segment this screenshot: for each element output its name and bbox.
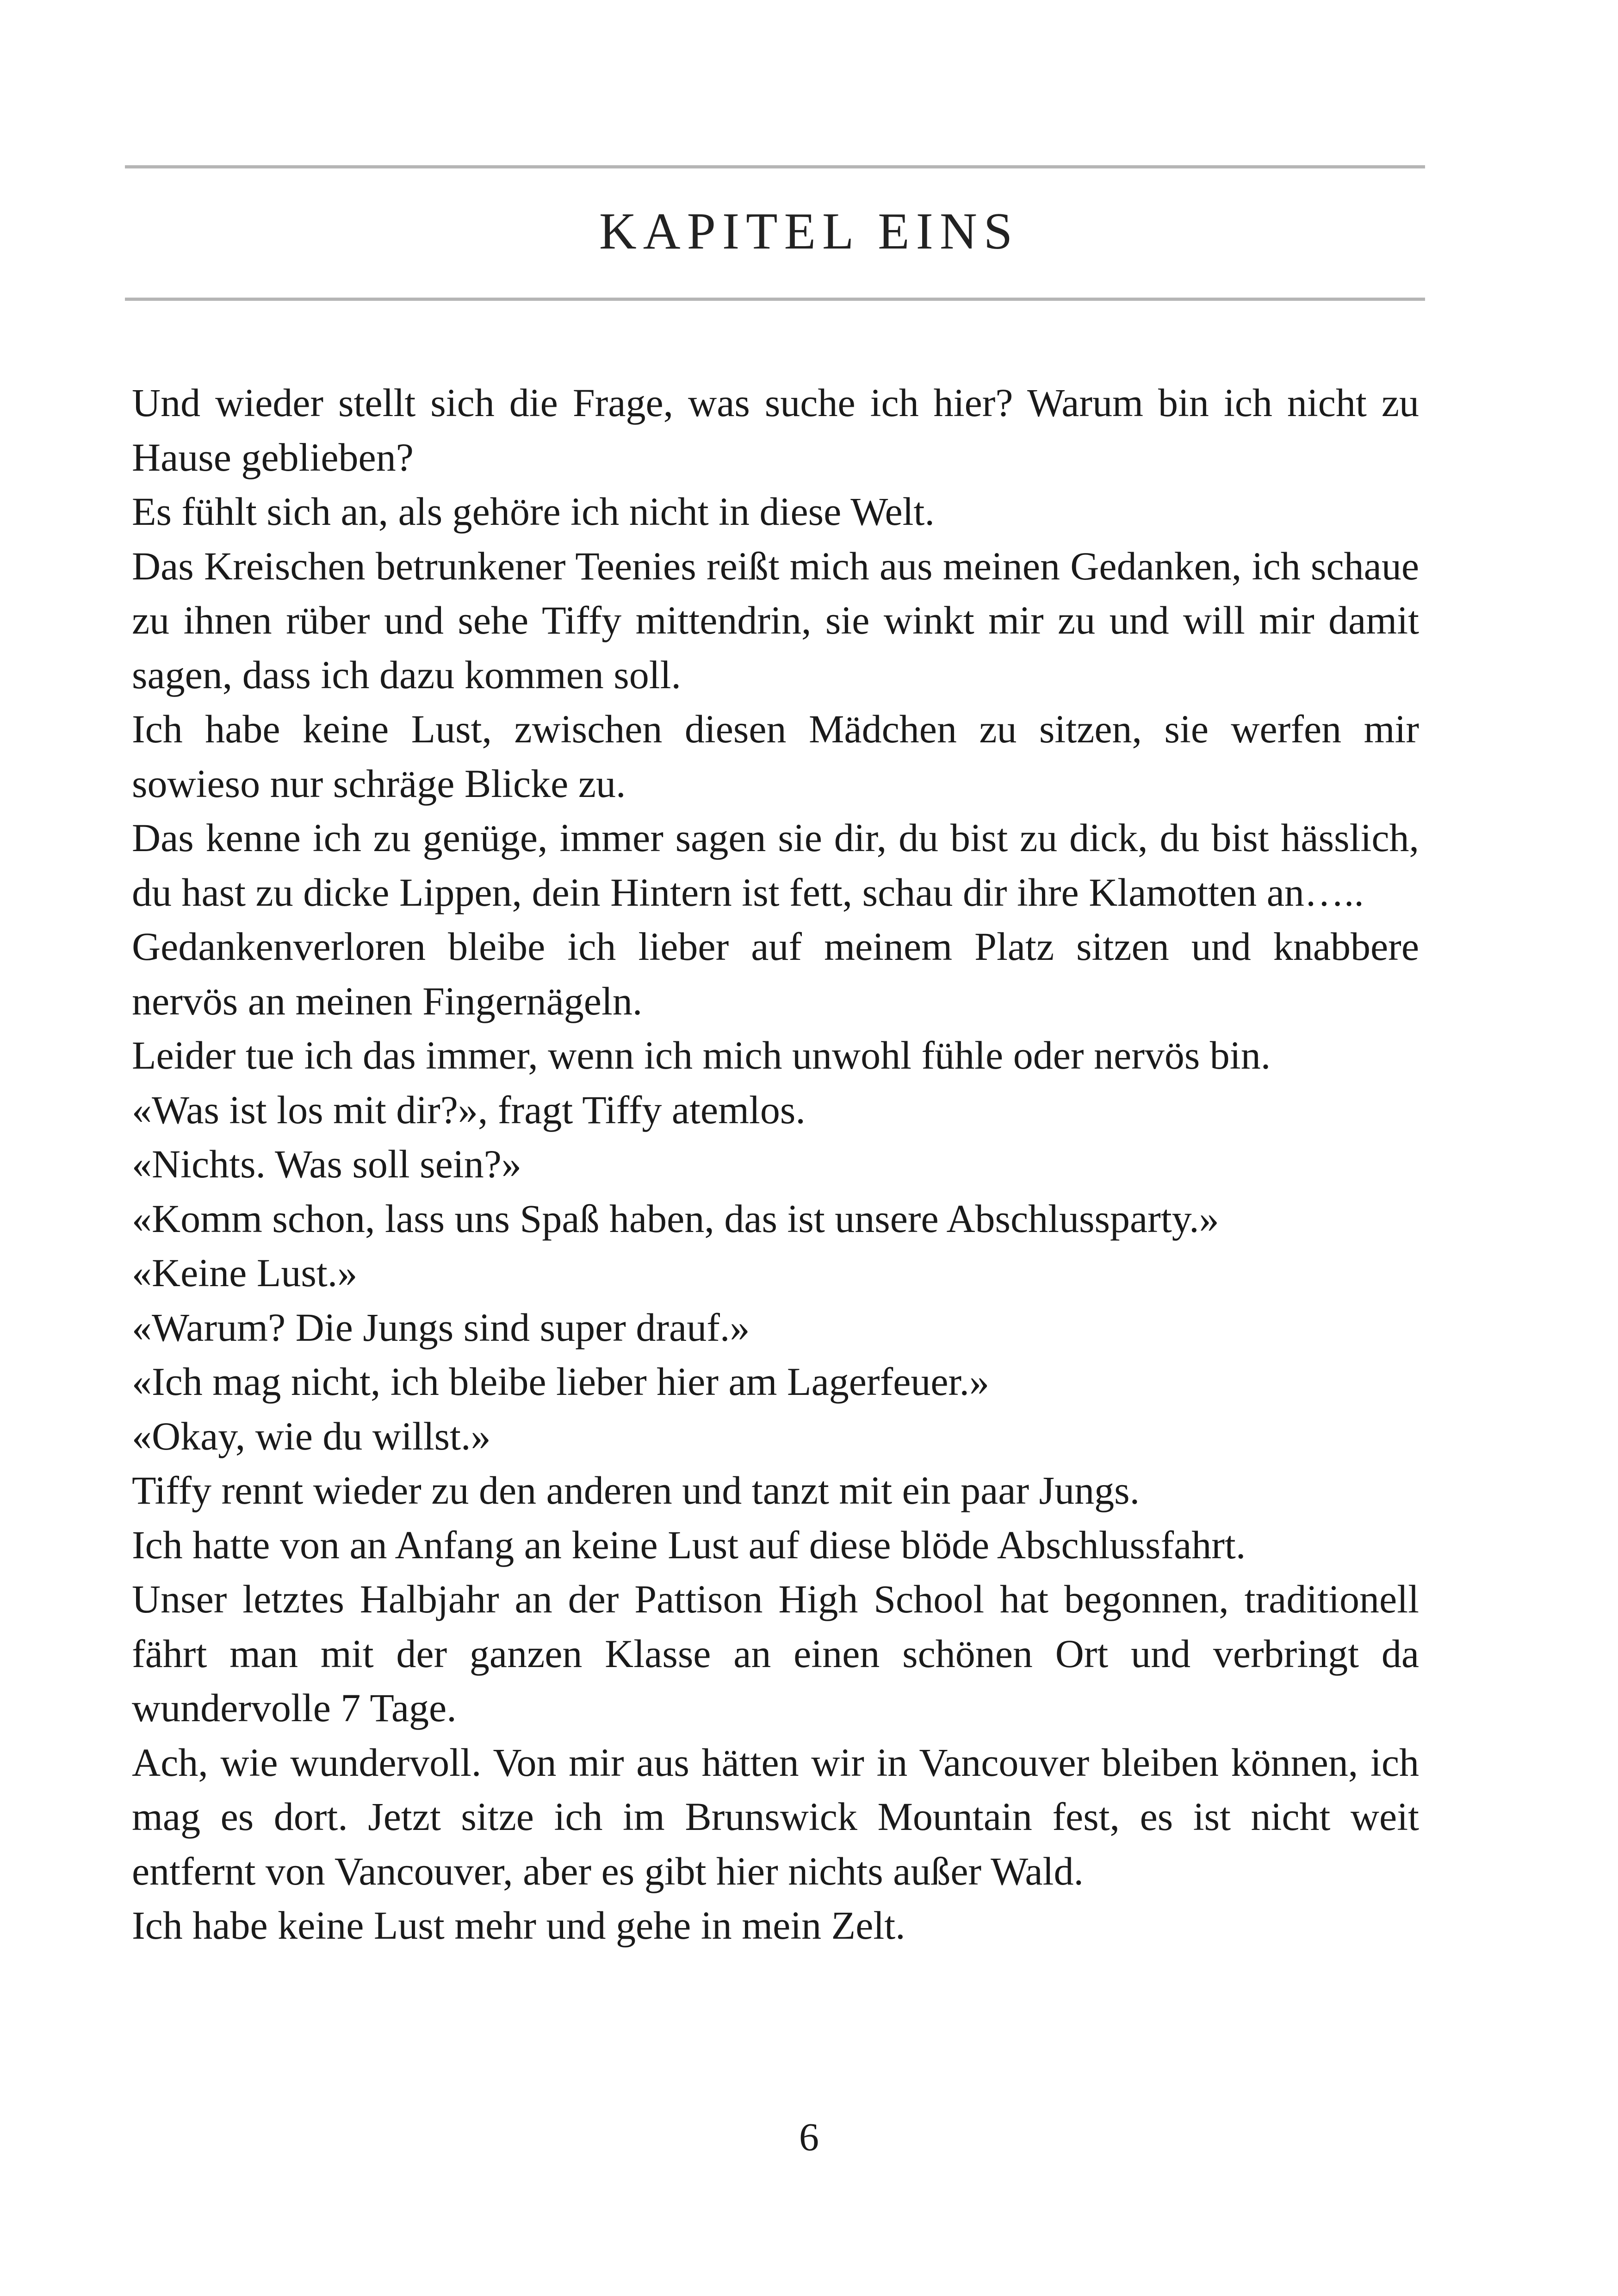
paragraph: Ich habe keine Lust, zwischen diesen Mädchen zu sitzen, sie werfen mir sowieso nur schräge Blicke zu.	[132, 707, 1419, 806]
dialogue-line: «Was ist los mit dir?», fragt Tiffy atemlos.	[132, 1087, 806, 1132]
chapter-bottom-rule	[125, 298, 1425, 301]
dialogue-line: «Keine Lust.»	[132, 1251, 358, 1295]
paragraph: Gedankenverloren bleibe ich lieber auf meinem Platz sitzen und knabbere nervös an meinen Fingernägeln.	[132, 924, 1419, 1023]
paragraph: Und wieder stellt sich die Frage, was suche ich hier? Warum bin ich nicht zu Hause geblieben?	[132, 380, 1419, 479]
body-text	[132, 376, 1419, 1953]
paragraph: Ich habe keine Lust mehr und gehe in mein Zelt.	[132, 1903, 905, 1948]
paragraph: Es fühlt sich an, als gehöre ich nicht in diese Welt.	[132, 489, 935, 534]
paragraph: Tiffy rennt wieder zu den anderen und tanzt mit ein paar Jungs.	[132, 1468, 1140, 1512]
dialogue-line: «Ich mag nicht, ich bleibe lieber hier am Lagerfeuer.»	[132, 1359, 989, 1404]
chapter-title: KAPITEL EINS	[599, 203, 1019, 260]
dialogue-line: «Okay, wie du willst.»	[132, 1413, 491, 1458]
chapter-top-rule	[125, 165, 1425, 168]
dialogue-line: «Nichts. Was soll sein?»	[132, 1142, 521, 1186]
paragraph: Das kenne ich zu genüge, immer sagen sie dir, du bist zu dick, du bist hässlich, du hast zu dicke Lippen, dein Hintern ist fett, schau dir ihre Klamotten an…..	[132, 815, 1419, 915]
paragraph: Unser letztes Halbjahr an der Pattison High School hat begonnen, traditionell fährt man mit der ganzen Klasse an einen schönen Ort und verbringt da wundervolle 7 Tage.	[132, 1577, 1419, 1730]
paragraph: Ich hatte von an Anfang an keine Lust auf diese blöde Abschlussfahrt.	[132, 1522, 1246, 1567]
dialogue-line: «Komm schon, lass uns Spaß haben, das ist unsere Abschlussparty.»	[132, 1196, 1219, 1241]
paragraph: Das Kreischen betrunkener Teenies reißt mich aus meinen Gedanken, ich schaue zu ihnen rüber und sehe Tiffy mittendrin, sie winkt mir zu und will mir damit sagen, dass ich dazu kommen soll.	[132, 543, 1419, 697]
page-number: 6	[799, 2115, 819, 2159]
paragraph: Leider tue ich das immer, wenn ich mich unwohl fühle oder nervös bin.	[132, 1033, 1271, 1077]
dialogue-line: «Warum? Die Jungs sind super drauf.»	[132, 1305, 750, 1350]
paragraph: Ach, wie wundervoll. Von mir aus hätten wir in Vancouver bleiben können, ich mag es dort. Jetzt sitze ich im Brunswick Mountain fest, es ist nicht weit entfernt von Vancouver, aber es gibt hier nichts außer Wald.	[132, 1740, 1419, 1893]
